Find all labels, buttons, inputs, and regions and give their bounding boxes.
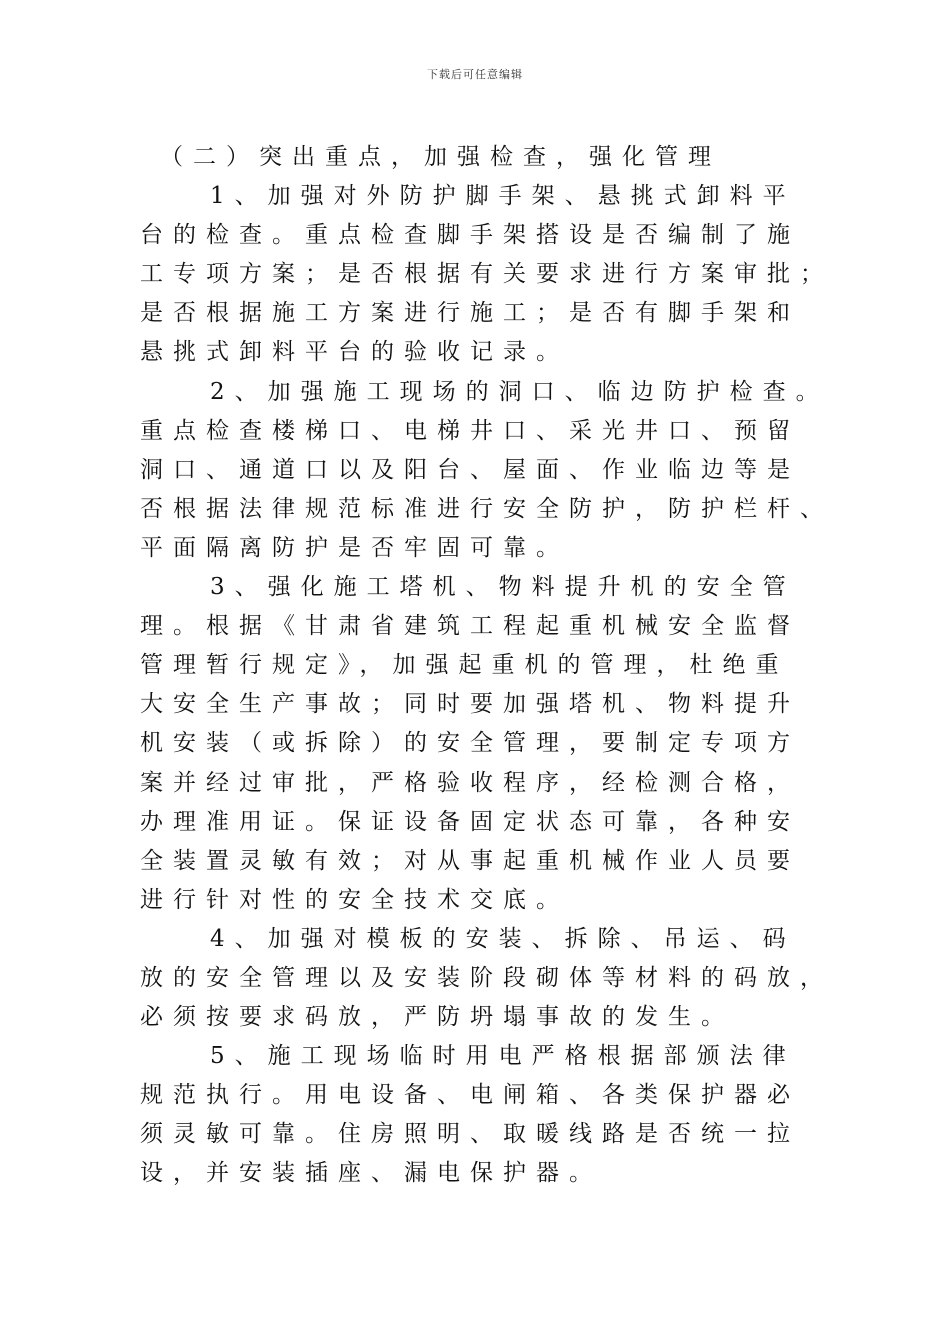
paragraph-3-line: 3、强化施工塔机、物料提升机的安全管	[210, 574, 796, 601]
paragraph-2-line: 2、加强施工现场的洞口、临边防护检查。	[210, 378, 829, 405]
paragraph-3-line: 机安装（或拆除）的安全管理，要制定专项方	[140, 730, 800, 757]
paragraph-3-line: 案并经过审批，严格验收程序，经检测合格，	[140, 769, 800, 796]
paragraph-2-line: 平面隔离防护是否牢固可靠。	[140, 534, 569, 561]
paragraph-5-line: 须灵敏可靠。住房照明、取暖线路是否统一拉	[140, 1121, 800, 1148]
paragraph-5-line: 5、施工现场临时用电严格根据部颁法律	[210, 1043, 796, 1070]
paragraph-3-line: 理。根据《甘肃省建筑工程起重机械安全监督	[140, 613, 800, 640]
paragraph-1-line: 悬挑式卸料平台的验收记录。	[140, 339, 569, 366]
paragraph-1-line: 工专项方案；是否根据有关要求进行方案审批；	[140, 261, 833, 288]
paragraph-2-line: 否根据法律规范标准进行安全防护，防护栏杆、	[140, 495, 833, 522]
paragraph-2-line: 洞口、通道口以及阳台、屋面、作业临边等是	[140, 456, 800, 483]
paragraph-4-line: 必须按要求码放，严防坍塌事故的发生。	[140, 1004, 734, 1031]
paragraph-3-line: 进行针对性的安全技术交底。	[140, 886, 569, 913]
paragraph-2-line: 重点检查楼梯口、电梯井口、采光井口、预留	[140, 417, 800, 444]
paragraph-4-line: 4、加强对模板的安装、拆除、吊运、码	[210, 925, 796, 952]
paragraph-3-line: 办理准用证。保证设备固定状态可靠，各种安	[140, 808, 800, 835]
paragraph-1-line: 1、加强对外防护脚手架、悬挑式卸料平	[210, 183, 796, 210]
page-header: 下载后可任意编辑	[427, 68, 523, 81]
paragraph-5-line: 设，并安装插座、漏电保护器。	[140, 1160, 602, 1187]
paragraph-3-line: 全装置灵敏有效；对从事起重机械作业人员要	[140, 847, 800, 874]
document-body	[140, 138, 840, 1194]
paragraph-4-line: 放的安全管理以及安装阶段砌体等材料的码放，	[140, 964, 833, 991]
section-heading: （二）突出重点，加强检查，强化管理	[160, 144, 721, 170]
paragraph-3-line: 管理暂行规定》，加强起重机的管理，杜绝重	[140, 652, 789, 679]
paragraph-1-line: 是否根据施工方案进行施工；是否有脚手架和	[140, 300, 800, 327]
paragraph-5-line: 规范执行。用电设备、电闸箱、各类保护器必	[140, 1082, 800, 1109]
paragraph-3-line: 大安全生产事故；同时要加强塔机、物料提升	[140, 691, 800, 718]
paragraph-1-line: 台的检查。重点检查脚手架搭设是否编制了施	[140, 222, 800, 249]
